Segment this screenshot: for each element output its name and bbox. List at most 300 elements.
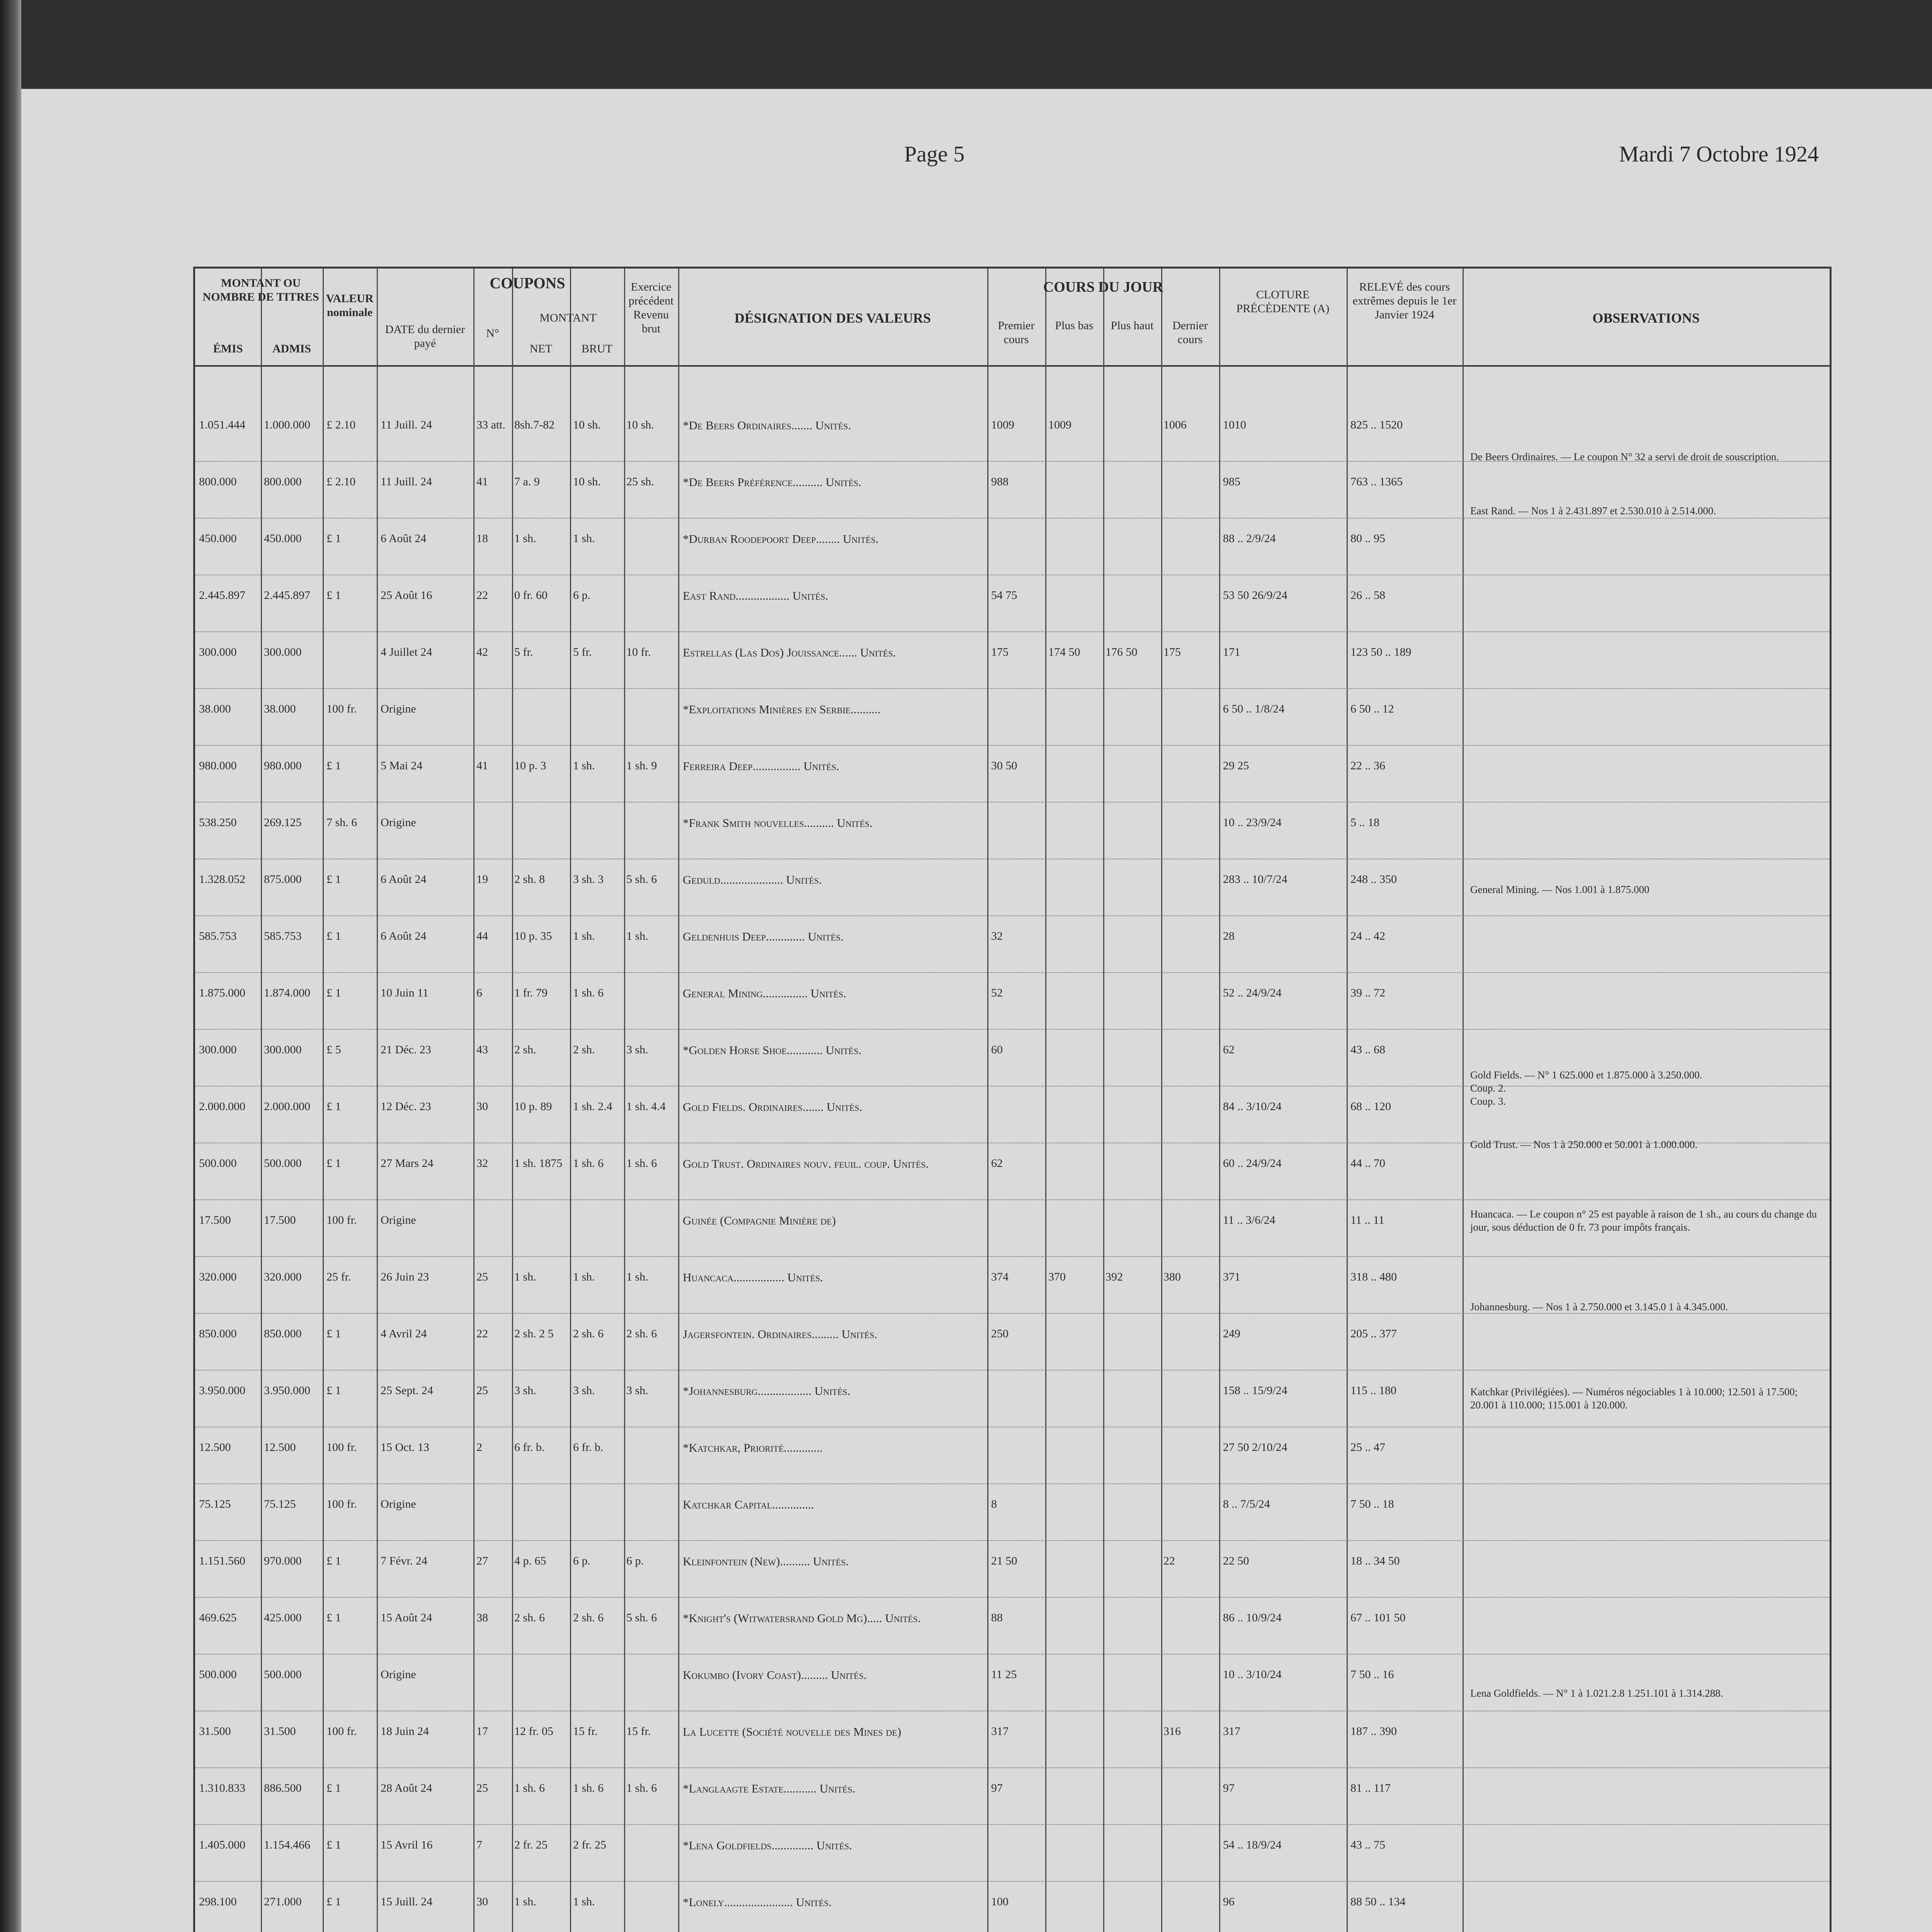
header-observations: OBSERVATIONS <box>1592 310 1700 326</box>
cell-admis: 2.445.897 <box>264 589 310 602</box>
cell-designation: Gold Trust. Ordinaires nouv. feuil. coup. Unités. <box>683 1157 929 1170</box>
cell-releve: 123 50 .. 189 <box>1350 646 1412 658</box>
cell-cloture: 249 <box>1223 1327 1240 1340</box>
header-plus-haut: Plus haut <box>1111 319 1154 332</box>
cell-releve: 6 50 .. 12 <box>1350 702 1394 715</box>
cell-premier: 97 <box>991 1782 1003 1794</box>
cell-cloture: 53 50 26/9/24 <box>1223 589 1287 602</box>
cell-net: 1 sh. <box>514 532 536 545</box>
cell-no: 32 <box>476 1157 488 1170</box>
cell-designation: *Durban Roodepoort Deep........ Unités. <box>683 532 879 546</box>
cell-designation: Kleinfontein (New).......... Unités. <box>683 1554 849 1568</box>
cell-cloture: 28 <box>1223 930 1235 942</box>
cell-brut: 1 sh. 6 <box>573 1157 604 1170</box>
cell-date: 15 Août 24 <box>381 1611 432 1624</box>
cell-designation: *Knight's (Witwatersrand Gold Mg)..... Unités. <box>683 1611 921 1625</box>
cell-emis: 300.000 <box>199 646 237 658</box>
cell-no: 42 <box>476 646 488 658</box>
cell-exercice: 5 sh. 6 <box>626 873 657 886</box>
cell-net: 1 sh. <box>514 1270 536 1283</box>
cell-net: 2 sh. 8 <box>514 873 545 886</box>
cell-emis: 3.950.000 <box>199 1384 245 1397</box>
cell-valeur: £ 1 <box>327 873 341 886</box>
cell-no: 41 <box>476 475 488 488</box>
cell-dernier: 175 <box>1163 646 1181 658</box>
cell-valeur: £ 1 <box>327 1838 341 1851</box>
header-divider <box>195 365 1830 367</box>
row-divider <box>195 745 1830 746</box>
row-divider <box>195 518 1830 519</box>
cell-premier: 250 <box>991 1327 1009 1340</box>
cell-date: 26 Juin 23 <box>381 1270 429 1283</box>
cell-net: 12 fr. 05 <box>514 1725 553 1738</box>
cell-admis: 425.000 <box>264 1611 302 1624</box>
cell-valeur: £ 1 <box>327 759 341 772</box>
cell-designation: *Golden Horse Shoe............ Unités. <box>683 1043 862 1057</box>
table-row <box>195 756 1830 803</box>
cell-brut: 2 sh. 6 <box>573 1327 604 1340</box>
cell-bas: 174 50 <box>1048 646 1080 658</box>
cell-admis: 500.000 <box>264 1668 302 1681</box>
cell-admis: 800.000 <box>264 475 302 488</box>
cell-no: 33 att. <box>476 418 505 431</box>
cell-designation: Geldenhuis Deep............. Unités. <box>683 930 844 943</box>
cell-admis: 269.125 <box>264 816 302 829</box>
cell-brut: 2 fr. 25 <box>573 1838 606 1851</box>
cell-date: 15 Oct. 13 <box>381 1441 429 1454</box>
row-divider <box>195 1370 1830 1371</box>
table-row <box>195 1438 1830 1484</box>
cell-no: 7 <box>476 1838 482 1851</box>
cell-emis: 1.051.444 <box>199 418 245 431</box>
cell-valeur: 25 fr. <box>327 1270 351 1283</box>
observation-note: Gold Trust. — Nos 1 à 250.000 et 50.001 à 1.000.000. <box>1470 1139 1698 1150</box>
cell-cloture: 22 50 <box>1223 1554 1249 1567</box>
cell-releve: 88 50 .. 134 <box>1350 1895 1406 1908</box>
cell-emis: 300.000 <box>199 1043 237 1056</box>
cell-date: 28 Août 24 <box>381 1782 432 1794</box>
cell-premier: 62 <box>991 1157 1003 1170</box>
table-row <box>195 1324 1830 1371</box>
cell-designation: Estrellas (Las Dos) Jouissance...... Unités. <box>683 646 896 659</box>
cell-no: 30 <box>476 1100 488 1113</box>
cell-admis: 31.500 <box>264 1725 296 1738</box>
cell-date: 11 Juill. 24 <box>381 418 432 431</box>
cell-valeur: £ 2.10 <box>327 418 355 431</box>
cell-date: 5 Mai 24 <box>381 759 423 772</box>
cell-no: 19 <box>476 873 488 886</box>
cell-no: 30 <box>476 1895 488 1908</box>
cell-admis: 300.000 <box>264 646 302 658</box>
cell-net: 1 sh. <box>514 1895 536 1908</box>
header-cloture: CLOTURE PRÉCÉDENTE (A) <box>1236 288 1330 315</box>
cell-admis: 271.000 <box>264 1895 302 1908</box>
cell-bas: 370 <box>1048 1270 1066 1283</box>
cell-date: 4 Avril 24 <box>381 1327 427 1340</box>
cell-dernier: 316 <box>1163 1725 1181 1738</box>
cell-releve: 25 .. 47 <box>1350 1441 1385 1454</box>
cell-date: 21 Déc. 23 <box>381 1043 431 1056</box>
cell-cloture: 317 <box>1223 1725 1240 1738</box>
quotation-table <box>193 267 1832 1932</box>
cell-designation: Kokumbo (Ivory Coast)......... Unités. <box>683 1668 867 1682</box>
table-row <box>195 1779 1830 1825</box>
cell-date: 12 Déc. 23 <box>381 1100 431 1113</box>
cell-designation: General Mining............... Unités. <box>683 986 847 1000</box>
cell-date: 18 Juin 24 <box>381 1725 429 1738</box>
cell-net: 10 p. 3 <box>514 759 546 772</box>
row-divider <box>195 1256 1830 1257</box>
cell-net: 10 p. 89 <box>514 1100 552 1113</box>
cell-brut: 1 sh. <box>573 759 595 772</box>
cell-brut: 3 sh. <box>573 1384 595 1397</box>
cell-exercice: 15 fr. <box>626 1725 651 1738</box>
cell-releve: 7 50 .. 16 <box>1350 1668 1394 1681</box>
table-row <box>195 1551 1830 1598</box>
cell-emis: 585.753 <box>199 930 237 942</box>
cell-net: 8sh.7-82 <box>514 418 555 431</box>
cell-admis: 875.000 <box>264 873 302 886</box>
observation-note: East Rand. — Nos 1 à 2.431.897 et 2.530.010 à 2.514.000. <box>1470 505 1716 517</box>
cell-exercice: 1 sh. <box>626 930 648 942</box>
cell-emis: 2.000.000 <box>199 1100 245 1113</box>
cell-net: 1 fr. 79 <box>514 986 548 999</box>
cell-valeur: £ 1 <box>327 1384 341 1397</box>
cell-admis: 450.000 <box>264 532 302 545</box>
cell-designation: Katchkar Capital.............. <box>683 1498 814 1511</box>
cell-cloture: 10 .. 23/9/24 <box>1223 816 1282 829</box>
cell-admis: 38.000 <box>264 702 296 715</box>
cell-brut: 2 sh. <box>573 1043 595 1056</box>
cell-date: 6 Août 24 <box>381 532 427 545</box>
cell-cloture: 60 .. 24/9/24 <box>1223 1157 1282 1170</box>
cell-cloture: 11 .. 3/6/24 <box>1223 1214 1276 1226</box>
cell-premier: 175 <box>991 646 1009 658</box>
cell-admis: 3.950.000 <box>264 1384 310 1397</box>
row-divider <box>195 915 1830 916</box>
cell-cloture: 96 <box>1223 1895 1235 1908</box>
cell-cloture: 62 <box>1223 1043 1235 1056</box>
table-row <box>195 983 1830 1030</box>
cell-premier: 88 <box>991 1611 1003 1624</box>
cell-brut: 1 sh. 2.4 <box>573 1100 612 1113</box>
cell-releve: 44 .. 70 <box>1350 1157 1385 1170</box>
table-row <box>195 529 1830 575</box>
cell-brut: 6 p. <box>573 1554 590 1567</box>
cell-admis: 320.000 <box>264 1270 302 1283</box>
header-brut: BRUT <box>581 342 612 355</box>
cell-exercice: 1 sh. 6 <box>626 1157 657 1170</box>
cell-no: 22 <box>476 589 488 602</box>
row-divider <box>195 1199 1830 1200</box>
cell-net: 1 sh. 6 <box>514 1782 545 1794</box>
cell-emis: 31.500 <box>199 1725 231 1738</box>
cell-net: 4 p. 65 <box>514 1554 546 1567</box>
cell-emis: 980.000 <box>199 759 237 772</box>
cell-emis: 1.875.000 <box>199 986 245 999</box>
cell-date: Origine <box>381 1498 416 1510</box>
cell-emis: 500.000 <box>199 1668 237 1681</box>
cell-valeur: 7 sh. 6 <box>327 816 357 829</box>
cell-admis: 2.000.000 <box>264 1100 310 1113</box>
row-divider <box>195 631 1830 632</box>
header-emis: ÉMIS <box>213 342 243 355</box>
cell-premier: 54 75 <box>991 589 1017 602</box>
table-row <box>195 1495 1830 1541</box>
table-row <box>195 1722 1830 1768</box>
cell-date: Origine <box>381 1214 416 1226</box>
row-divider <box>195 1824 1830 1825</box>
cell-emis: 1.328.052 <box>199 873 245 886</box>
cell-valeur: £ 1 <box>327 1100 341 1113</box>
cell-emis: 1.310.833 <box>199 1782 245 1794</box>
row-divider <box>195 1029 1830 1030</box>
observation-note: Lena Goldfields. — N° 1 à 1.021.2.8 1.251.101 à 1.314.288. <box>1470 1687 1723 1699</box>
cell-no: 44 <box>476 930 488 942</box>
row-divider <box>195 1881 1830 1882</box>
cell-premier: 30 50 <box>991 759 1017 772</box>
cell-valeur: 100 fr. <box>327 1498 357 1510</box>
cell-admis: 1.154.466 <box>264 1838 310 1851</box>
cell-designation: *Frank Smith nouvelles.......... Unités. <box>683 816 873 830</box>
cell-valeur: £ 5 <box>327 1043 341 1056</box>
cell-date: 4 Juillet 24 <box>381 646 432 658</box>
cell-premier: 60 <box>991 1043 1003 1056</box>
cell-net: 2 sh. 2 5 <box>514 1327 554 1340</box>
header-designation: DÉSIGNATION DES VALEURS <box>734 310 931 326</box>
cell-brut: 5 fr. <box>573 646 592 658</box>
table-row <box>195 586 1830 632</box>
cell-exercice: 3 sh. <box>626 1043 648 1056</box>
cell-valeur: £ 1 <box>327 1327 341 1340</box>
cell-date: 15 Juill. 24 <box>381 1895 433 1908</box>
header-montant-titres: MONTANT OU NOMBRE DE TITRES <box>202 277 319 303</box>
cell-brut: 1 sh. 6 <box>573 1782 604 1794</box>
cell-premier: 100 <box>991 1895 1009 1908</box>
observation-note: Huancaca. — Le coupon n° 25 est payable à raison de 1 sh., au cours du change du jour, sous déduction de 0 fr. 73 pour impôts français. <box>1470 1208 1817 1233</box>
cell-releve: 187 .. 390 <box>1350 1725 1397 1738</box>
cell-emis: 2.445.897 <box>199 589 245 602</box>
cell-valeur: £ 1 <box>327 1157 341 1170</box>
cell-net: 6 fr. b. <box>514 1441 545 1454</box>
observation-note: Gold Fields. — N° 1 625.000 et 1.875.000 à 3.250.000. Coup. 2. Coup. 3. <box>1470 1069 1702 1107</box>
cell-no: 27 <box>476 1554 488 1567</box>
cell-date: 15 Avril 16 <box>381 1838 433 1851</box>
cell-no: 17 <box>476 1725 488 1738</box>
header-admis: ADMIS <box>272 342 311 355</box>
cell-premier: 32 <box>991 930 1003 942</box>
cell-brut: 1 sh. 6 <box>573 986 604 999</box>
cell-cloture: 29 25 <box>1223 759 1249 772</box>
cell-releve: 248 .. 350 <box>1350 873 1397 886</box>
row-divider <box>195 802 1830 803</box>
cell-valeur: £ 1 <box>327 930 341 942</box>
cell-no: 22 <box>476 1327 488 1340</box>
cell-no: 2 <box>476 1441 482 1454</box>
row-divider <box>195 1540 1830 1541</box>
cell-premier: 11 25 <box>991 1668 1017 1681</box>
header-valeur-nominale: VALEUR nominale <box>326 292 374 319</box>
cell-valeur: £ 1 <box>327 986 341 999</box>
row-divider <box>195 1767 1830 1768</box>
cell-date: Origine <box>381 702 416 715</box>
cell-net: 10 p. 35 <box>514 930 552 942</box>
cell-valeur: £ 1 <box>327 589 341 602</box>
cell-releve: 39 .. 72 <box>1350 986 1385 999</box>
cell-designation: *Exploitations Minières en Serbie.......... <box>683 702 881 716</box>
cell-haut: 392 <box>1105 1270 1123 1283</box>
cell-brut: 6 p. <box>573 589 590 602</box>
cell-brut: 2 sh. 6 <box>573 1611 604 1624</box>
cell-cloture: 88 .. 2/9/24 <box>1223 532 1276 545</box>
cell-releve: 80 .. 95 <box>1350 532 1385 545</box>
cell-no: 43 <box>476 1043 488 1056</box>
cell-emis: 298.100 <box>199 1895 237 1908</box>
cell-no: 25 <box>476 1384 488 1397</box>
cell-admis: 12.500 <box>264 1441 296 1454</box>
cell-no: 18 <box>476 532 488 545</box>
cell-exercice: 2 sh. 6 <box>626 1327 657 1340</box>
cell-designation: East Rand.................. Unités. <box>683 589 828 602</box>
cell-exercice: 6 p. <box>626 1554 644 1567</box>
cell-cloture: 84 .. 3/10/24 <box>1223 1100 1282 1113</box>
header-numero: N° <box>486 327 499 340</box>
cell-date: 7 Févr. 24 <box>381 1554 427 1567</box>
cell-releve: 825 .. 1520 <box>1350 418 1403 431</box>
row-divider <box>195 688 1830 689</box>
row-divider <box>195 972 1830 973</box>
cell-dernier: 22 <box>1163 1554 1175 1567</box>
cell-valeur: 100 fr. <box>327 1441 357 1454</box>
cell-haut: 176 50 <box>1105 646 1138 658</box>
cell-cloture: 171 <box>1223 646 1240 658</box>
table-row <box>195 1835 1830 1882</box>
cell-cloture: 54 .. 18/9/24 <box>1223 1838 1282 1851</box>
cell-cloture: 27 50 2/10/24 <box>1223 1441 1287 1454</box>
cell-admis: 980.000 <box>264 759 302 772</box>
cell-net: 0 fr. 60 <box>514 589 548 602</box>
cell-net: 2 sh. 6 <box>514 1611 545 1624</box>
cell-emis: 450.000 <box>199 532 237 545</box>
cell-emis: 1.151.560 <box>199 1554 245 1567</box>
header-releve: RELEVÉ des cours extrêmes depuis le 1er Janvier 1924 <box>1352 281 1457 321</box>
page-date: Mardi 7 Octobre 1924 <box>1619 141 1819 167</box>
cell-exercice: 5 sh. 6 <box>626 1611 657 1624</box>
cell-premier: 21 50 <box>991 1554 1017 1567</box>
table-row <box>195 1154 1830 1200</box>
cell-releve: 5 .. 18 <box>1350 816 1379 829</box>
cell-releve: 18 .. 34 50 <box>1350 1554 1400 1567</box>
cell-releve: 7 50 .. 18 <box>1350 1498 1394 1510</box>
header-net: NET <box>529 342 553 355</box>
cell-designation: La Lucette (Société nouvelle des Mines de) <box>683 1725 901 1738</box>
cell-date: Origine <box>381 1668 416 1681</box>
cell-designation: Guinée (Compagnie Minière de) <box>683 1214 836 1227</box>
cell-cloture: 10 .. 3/10/24 <box>1223 1668 1282 1681</box>
cell-valeur: 100 fr. <box>327 1725 357 1738</box>
cell-designation: Huancaca................. Unités. <box>683 1270 823 1284</box>
cell-premier: 988 <box>991 475 1009 488</box>
cell-exercice: 3 sh. <box>626 1384 648 1397</box>
cell-valeur: 100 fr. <box>327 1214 357 1226</box>
table-row <box>195 813 1830 859</box>
table-row <box>195 1608 1830 1655</box>
cell-valeur: £ 1 <box>327 1895 341 1908</box>
cell-date: 6 Août 24 <box>381 930 427 942</box>
cell-premier: 1009 <box>991 418 1014 431</box>
cell-designation: *Langlaagte Estate........... Unités. <box>683 1782 855 1795</box>
cell-emis: 1.405.000 <box>199 1838 245 1851</box>
cell-bas: 1009 <box>1048 418 1071 431</box>
row-divider <box>195 1597 1830 1598</box>
cell-premier: 374 <box>991 1270 1009 1283</box>
row-divider <box>195 1654 1830 1655</box>
cell-net: 5 fr. <box>514 646 533 658</box>
cell-exercice: 10 sh. <box>626 418 654 431</box>
cell-admis: 500.000 <box>264 1157 302 1170</box>
cell-releve: 43 .. 75 <box>1350 1838 1385 1851</box>
cell-net: 1 sh. 1875 <box>514 1157 563 1170</box>
cell-valeur: £ 1 <box>327 1782 341 1794</box>
cell-admis: 970.000 <box>264 1554 302 1567</box>
cell-exercice: 25 sh. <box>626 475 654 488</box>
cell-releve: 318 .. 480 <box>1350 1270 1397 1283</box>
cell-cloture: 97 <box>1223 1782 1235 1794</box>
cell-emis: 38.000 <box>199 702 231 715</box>
cell-releve: 67 .. 101 50 <box>1350 1611 1406 1624</box>
cell-emis: 469.625 <box>199 1611 237 1624</box>
cell-emis: 538.250 <box>199 816 237 829</box>
page-binding <box>0 0 21 1932</box>
cell-cloture: 52 .. 24/9/24 <box>1223 986 1282 999</box>
page-header <box>0 137 1932 172</box>
cell-emis: 850.000 <box>199 1327 237 1340</box>
cell-brut: 1 sh. <box>573 532 595 545</box>
cell-exercice: 1 sh. 6 <box>626 1782 657 1794</box>
cell-cloture: 985 <box>1223 475 1240 488</box>
cell-releve: 24 .. 42 <box>1350 930 1385 942</box>
cell-admis: 75.125 <box>264 1498 296 1510</box>
cell-releve: 26 .. 58 <box>1350 589 1385 602</box>
table-row <box>195 699 1830 746</box>
cell-premier: 8 <box>991 1498 997 1510</box>
header-cours-du-jour: COURS DU JOUR <box>1043 279 1163 295</box>
cell-designation: *Lena Goldfields.............. Unités. <box>683 1838 852 1852</box>
cell-premier: 317 <box>991 1725 1009 1738</box>
cell-premier: 52 <box>991 986 1003 999</box>
cell-designation: Geduld..................... Unités. <box>683 873 822 886</box>
header-date-dernier: DATE du dernier payé <box>385 323 465 350</box>
cell-emis: 500.000 <box>199 1157 237 1170</box>
cell-releve: 43 .. 68 <box>1350 1043 1385 1056</box>
cell-cloture: 8 .. 7/5/24 <box>1223 1498 1270 1510</box>
cell-releve: 81 .. 117 <box>1350 1782 1391 1794</box>
cell-brut: 10 sh. <box>573 418 601 431</box>
cell-admis: 886.500 <box>264 1782 302 1794</box>
cell-date: 25 Sept. 24 <box>381 1384 433 1397</box>
cell-valeur: 100 fr. <box>327 702 357 715</box>
cell-valeur: £ 1 <box>327 532 341 545</box>
cell-designation: *Katchkar, Priorité............. <box>683 1441 823 1454</box>
cell-valeur: £ 1 <box>327 1554 341 1567</box>
cell-no: 25 <box>476 1782 488 1794</box>
table-row <box>195 1892 1830 1932</box>
cell-brut: 6 fr. b. <box>573 1441 604 1454</box>
cell-valeur: £ 1 <box>327 1611 341 1624</box>
table-row <box>195 927 1830 973</box>
cell-admis: 300.000 <box>264 1043 302 1056</box>
cell-exercice: 1 sh. <box>626 1270 648 1283</box>
